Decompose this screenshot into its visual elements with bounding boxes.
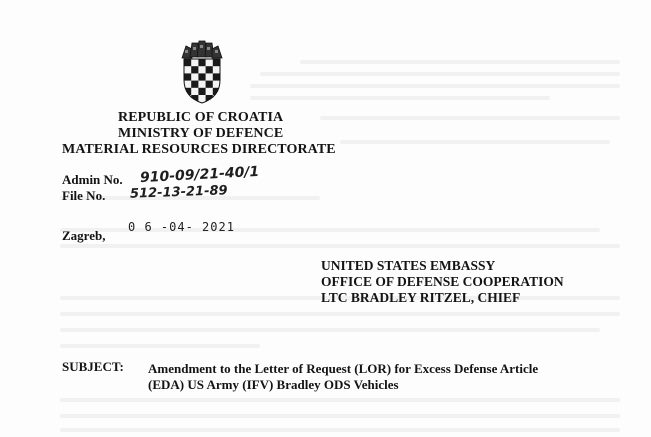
bleed-through-line <box>60 344 260 348</box>
recipient-embassy: UNITED STATES EMBASSY <box>321 258 496 273</box>
bleed-through-line <box>250 96 550 100</box>
letterhead-country: REPUBLIC OF CROATIA <box>118 110 284 125</box>
bleed-through-line <box>320 116 620 120</box>
bleed-through-line <box>250 84 620 88</box>
recipient-office: OFFICE OF DEFENSE COOPERATION <box>321 274 564 289</box>
bleed-through-line <box>60 428 620 432</box>
bleed-through-line <box>260 72 620 76</box>
bleed-through-line <box>340 140 610 144</box>
recipient-name: LTC BRADLEY RITZEL, CHIEF <box>321 290 521 305</box>
subject-label: SUBJECT: <box>62 359 124 374</box>
croatian-coat-of-arms-icon <box>180 40 224 104</box>
subject-line-2: (EDA) US Army (IFV) Bradley ODS Vehicles <box>148 377 399 392</box>
bleed-through-line <box>60 414 620 418</box>
bleed-through-line <box>60 244 620 248</box>
bleed-through-line <box>60 312 620 316</box>
admin-number-value: 910-09/21-40/1 <box>139 163 260 187</box>
place-label: Zagreb, <box>62 228 106 243</box>
letterhead-ministry: MINISTRY OF DEFENCE <box>118 126 284 141</box>
bleed-through-line <box>300 60 620 64</box>
subject-line-1: Amendment to the Letter of Request (LOR) for Excess Defense Article <box>148 361 539 376</box>
file-number-value: 512-13-21-89 <box>129 183 228 202</box>
letterhead-directorate: MATERIAL RESOURCES DIRECTORATE <box>62 142 336 157</box>
admin-number-label: Admin No. <box>62 172 123 187</box>
bleed-through-line <box>60 398 620 402</box>
file-number-label: File No. <box>62 188 106 203</box>
date-stamp: 0 6 -04- 2021 <box>128 220 235 234</box>
bleed-through-line <box>60 328 600 332</box>
